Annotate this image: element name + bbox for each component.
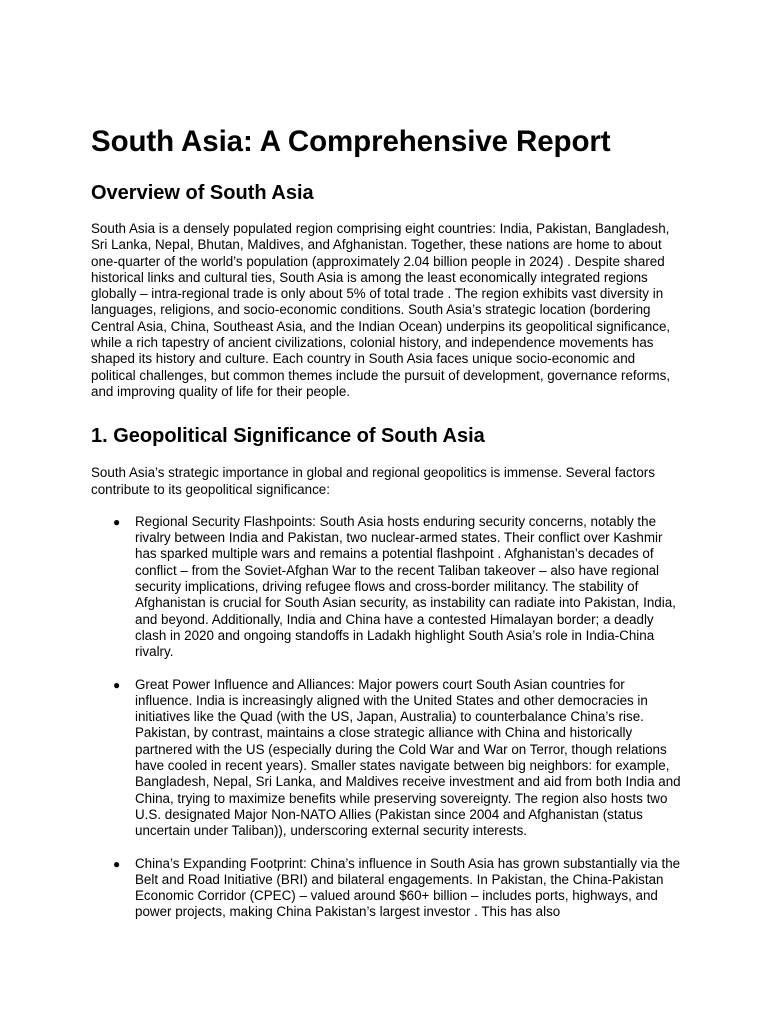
- list-item: [91, 856, 681, 921]
- list-item: [91, 677, 681, 840]
- list-item-text: Great Power Influence and Alliances: Major powers court South Asian countries for influence. India is increasingly aligned with the United States and other democracies in initiatives like the Quad (with the US, Japan, Australia) to counterbalance China’s rise. Pakistan, by contrast, maintains a close strategic alliance with China and historically partnered with the US (especially during the Cold War and War on Terror, though relations have cooled in recent years). Smaller states navigate between big neighbors: for example, Bangladesh, Nepal, Sri Lanka, and Maldives receive investment and aid from both India and China, trying to maximize benefits while preserving sovereignty. The region also hosts two U.S. designated Major Non-NATO Allies (Pakistan since 2004 and Afghanistan (status uncertain under Taliban)), underscoring external security interests.: [135, 676, 681, 839]
- geopolitical-intro-paragraph: South Asia’s strategic importance in global and regional geopolitics is immense. Several factors contribute to its geopolitical significance:: [91, 465, 655, 497]
- geopolitical-bullet-list: [91, 514, 691, 921]
- overview-paragraph: South Asia is a densely populated region comprising eight countries: India, Pakistan, Bangladesh, Sri Lanka, Nepal, Bhutan, Maldives, and Afghanistan. Together, these nations are home to about one-quarter of the world’s population (approximately 2.04 billion people in 2024) . Despite shared historical links and cultural ties, South Asia is among the least economically integrated regions globally – intra-regional trade is only about 5% of total trade . The region exhibits vast diversity in languages, religions, and socio-economic conditions. South Asia’s strategic location (bordering Central Asia, China, Southeast Asia, and the Indian Ocean) underpins its geopolitical significance, while a rich tapestry of ancient civilizations, colonial history, and independence movements has shaped its history and culture. Each country in South Asia faces unique socio-economic and political challenges, but common themes include the pursuit of development, governance reforms, and improving quality of life for their people.: [91, 221, 671, 399]
- list-item-text: China’s Expanding Footprint: China’s influence in South Asia has grown substantially via the Belt and Road Initiative (BRI) and bilateral engagements. In Pakistan, the China-Pakistan Economic Corridor (CPEC) – valued around $60+ billion – includes ports, highways, and power projects, making China Pakistan’s largest investor . This has also: [135, 855, 681, 920]
- document-page: [91, 122, 691, 937]
- bullet-icon: ●: [113, 514, 121, 529]
- list-item-text: Regional Security Flashpoints: South Asia hosts enduring security concerns, notably the rivalry between India and Pakistan, two nuclear-armed states. Their conflict over Kashmir has sparked multiple wars and remains a potential flashpoint . Afghanistan’s decades of conflict – from the Soviet-Afghan War to the recent Taliban takeover – also have regional security implications, driving refugee flows and cross-border militancy. The stability of Afghanistan is crucial for South Asian security, as instability can radiate into Pakistan, India, and beyond. Additionally, India and China have a contested Himalayan border; a deadly clash in 2020 and ongoing standoffs in Ladakh highlight South Asia’s role in India-China rivalry.: [135, 513, 676, 660]
- bullet-icon: ●: [113, 677, 121, 692]
- section-heading-overview: Overview of South Asia: [91, 182, 314, 204]
- document-title: South Asia: A Comprehensive Report: [91, 125, 611, 158]
- bullet-icon: ●: [113, 856, 121, 871]
- section-heading-geopolitical: 1. Geopolitical Significance of South Asia: [91, 425, 485, 448]
- list-item: [91, 514, 681, 661]
